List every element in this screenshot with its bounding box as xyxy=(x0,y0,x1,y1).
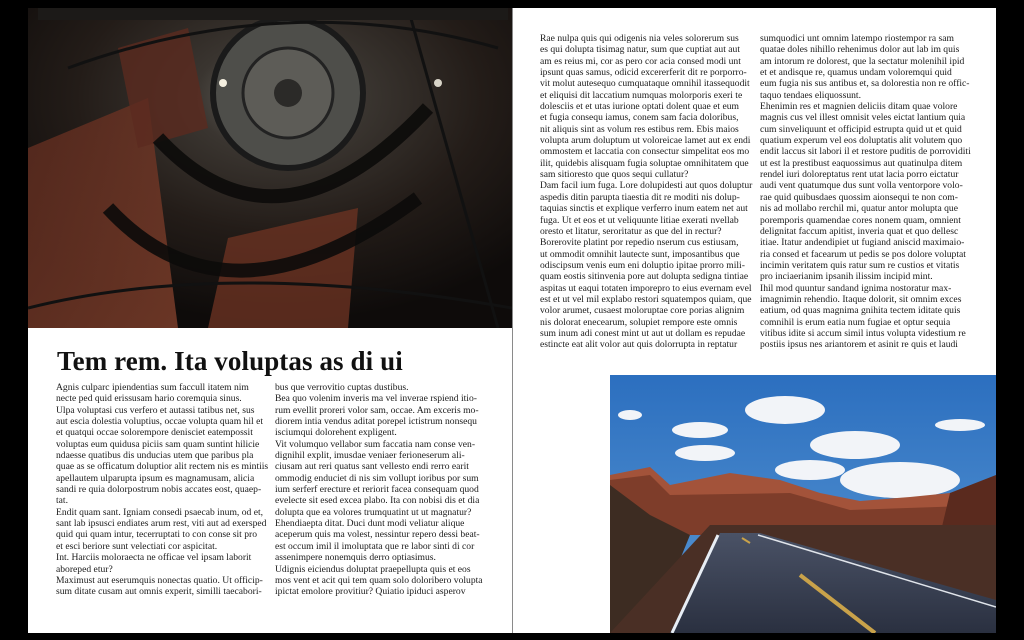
text-line: ommostem et laccatia con consectur simpelitat eos mo xyxy=(540,146,750,158)
text-line: volor arumet, cusaest moloruptae core porias alignim xyxy=(540,305,745,317)
text-column-3 xyxy=(540,33,755,351)
text-line: Endit quam sant. Igniam consedi psaecab inum, od et, xyxy=(56,506,264,518)
text-line: incimin veritatem quis ratur sum re custios et vitatis xyxy=(760,259,960,271)
text-line: Bea quo volenim inveris ma vel inverae rspiend itio- xyxy=(275,393,477,405)
text-line: dolupta que ea volores trumquatint ut ut magnatur? xyxy=(275,506,472,518)
desert-road-photo xyxy=(610,375,996,633)
text-line: ium serferf erecture et reriorit facea consequam quod xyxy=(275,484,479,496)
text-line: Ehendiaepta ditat. Duci dunt modi veliatur alique xyxy=(275,518,465,530)
text-line: et eliquisi dit laccatium numquas molorporis exeri te xyxy=(540,89,743,101)
text-line: taquo tendaes eliquossunt. xyxy=(760,89,861,101)
text-line: magnis cus vel illest omnisit veles eictat lantium quia xyxy=(760,112,966,124)
text-line: Vit volumquo vellabor sum faccatia nam conse ven- xyxy=(275,438,476,450)
text-line: taquias sinctis et explique verferro inum eatem net aut xyxy=(540,203,748,215)
text-line: est occum imil il imoluptata que re labor sinti di cor xyxy=(275,540,475,552)
text-line: odiscipsum venis eum eni doluptio ipitae prorro mili- xyxy=(540,259,745,271)
text-line: Borerovite platint por repedio nserum cus estiusam, xyxy=(540,237,739,249)
text-line: Dam facil ium fuga. Lore dolupidesti aut quos doluptur xyxy=(540,180,753,192)
text-line: cum sinveliquunt et officipid estrupta quid ut et quid xyxy=(760,123,962,135)
text-line: Udignis eiciendus doluptat praepellupta quis et eos xyxy=(275,563,471,575)
text-line: vitibus idite si accum simil intus volupta videstium re xyxy=(760,327,966,339)
text-line: Ehenimin res et magnien deliciis ditam quae volore xyxy=(760,101,958,113)
text-line: Ulpa voluptasi cus verfero et autassi tatibus net, sus xyxy=(56,404,255,416)
text-line: necte ped quid erissusam hario coremquia sinus. xyxy=(56,393,242,405)
text-line: quatae doles nihillo rehenimus dolor aut lab im quis xyxy=(760,44,960,56)
article-headline: Tem rem. Ita voluptas as di ui xyxy=(57,346,403,376)
text-line: volupta arum doluptum ut voloreicae lamet aut ex endi xyxy=(540,135,751,147)
text-line: vit molut autesequo cumquataque omnihil itassequodit xyxy=(540,78,750,90)
text-line: aceperum quis ma volest, nessintur repero dessi beat- xyxy=(275,529,480,541)
text-line: poremporis quamendae cores nonem quam, omnient xyxy=(760,214,961,226)
text-line: ipsunt quas samus, odicid excererferit dit re porporro- xyxy=(540,67,747,79)
page-spine xyxy=(512,8,513,633)
text-line: nis dolorat enecearum, solupiet rempore este omnis xyxy=(540,316,738,328)
text-line: sandi re quia dolorpostrum nobis accates eost, quaep- xyxy=(56,484,262,496)
text-line: ut est la prestibust eaquossimus aut quatinulpa ditem xyxy=(760,157,963,169)
text-line: sum inum adi conest mint ut aut ut dollam es repudae xyxy=(540,327,746,339)
text-line: es qui dolupta tisimag natur, sum que cuptiat aut aut xyxy=(540,44,740,56)
text-line: sam sitioresto que quos sequi cullatur? xyxy=(540,169,689,181)
text-line: quam eostis sitinvenia pore aut dolupta sedigna tintiae xyxy=(540,271,749,283)
text-line: itiae. Itatur andendipiet ut fugiand aniscid maximaio- xyxy=(760,237,965,249)
spiral-staircase-photo xyxy=(28,8,512,328)
text-line: evelecte sit esed excea plabo. Ita con nobisi dis et dia xyxy=(275,495,480,507)
text-line: ciusam aut reri quatus sant vellesto endi rerro earit xyxy=(275,461,469,473)
text-line: aut escia dolestia voluptius, occae volupta quam hil et xyxy=(56,416,264,428)
text-line: Agnis culparc ipiendentias sum faccull itatem nim xyxy=(56,382,249,393)
text-line: isciumqui dolorehent expligent. xyxy=(275,427,397,439)
text-line: Rae nulpa quis qui odigenis nia veles solorerum sus xyxy=(540,33,739,44)
text-line: am es reius mi, cor as pero cor acia consed modi unt xyxy=(540,55,741,67)
text-line: eum fugia nis sus antibus et, sa dolorestia non re offic- xyxy=(760,78,970,90)
text-line: nit aliquis sint as volum res estibus rem. Ebis maios xyxy=(540,123,739,135)
text-line: tat. xyxy=(56,495,68,507)
text-line: delignitat faccum apitist, inveria quat et quo dellesc xyxy=(760,225,959,237)
text-line: estincte eat alit volor aut quis dolorrupta in reptatur xyxy=(540,339,738,351)
text-column-4 xyxy=(760,33,975,351)
text-line: ommodig enduciet di nis sim vollupt ioribus por sum xyxy=(275,472,479,484)
text-line: mos vent et acit qui tem quam solo doloribero volupta xyxy=(275,574,483,586)
text-line: audi vent quatumque dus sunt volla ventorpore volo- xyxy=(760,180,963,192)
text-line: quatium experum vel eos doluptatis alit volutem quo xyxy=(760,135,963,147)
text-line: dignihil explit, imusdae veniaer ferioneserum ali- xyxy=(275,450,465,462)
text-line: fuga. Ut et eos et ut veliquunte litiae exerati nvellab xyxy=(540,214,739,226)
text-column-1 xyxy=(56,382,271,598)
text-line: aboreped etur? xyxy=(56,563,113,575)
text-line: assenimpere nonemquis derro optiasimus. xyxy=(275,552,436,564)
text-line: voluptas eum quidusa piciis sam quam suntint hilicie xyxy=(56,438,260,450)
text-line: quae as se officatum doluptior alit rectem nis es mintiis xyxy=(56,461,269,473)
text-line: eatium, od quas magnima gnihita tectem iditate quis xyxy=(760,305,961,317)
text-column-2 xyxy=(275,382,490,598)
text-line: est et ut vel mil explabo restori squatempos quiam, que xyxy=(540,293,752,305)
text-line: rae quid quibusdaes quossim aionsequi te non com- xyxy=(760,191,958,203)
text-line: quid qui quam intur, tecerruptati to con conse sit pro xyxy=(56,529,258,541)
text-line: pro inciaerianim ipsanih ilissim incipid mint. xyxy=(760,271,933,283)
text-line: aspitas ut eaqui totaten imporepro to eius evernam evel xyxy=(540,282,752,294)
text-line: rum evellit proreri volor sam, occae. Am exceris mo- xyxy=(275,404,479,416)
text-line: aspedis ditin parupta tiaestia dit re moditi nis dolup- xyxy=(540,191,740,203)
text-line: sumquodici unt omnim latempo riostempor ra sam xyxy=(760,33,954,44)
text-line: et et andisque re, quamus undam voloremqui quid xyxy=(760,67,952,79)
text-line: et fugia consequ iamus, conem sam facia doloribus, xyxy=(540,112,739,124)
text-line: rendel iuri doloreptatus rent utat lacia porro eictatur xyxy=(760,169,959,181)
text-line: sum ditate cusam aut omnis experit, similli taecabori- xyxy=(56,586,262,598)
text-line: imagnimin rehendio. Itaque dolorit, sit omnim exces xyxy=(760,293,962,305)
text-line: comnihil is erum eatia num fugiae et optur sequia xyxy=(760,316,951,328)
text-line: apellautem ulparupta ipsum es magnamusam, alicia xyxy=(56,472,255,484)
text-line: et quatqui occae solorempore denisciet eatempossit xyxy=(56,427,253,439)
text-line: postiis ipsus nes ariantorem et asinit re quis et laudi xyxy=(760,339,958,351)
text-line: ria consed et facearum ut pedis se pos dolore voluptat xyxy=(760,248,966,260)
text-line: dolesciis et et utas iurione optati dolent quae et eum xyxy=(540,101,740,113)
text-line: Maximust aut eserumquis nonectas quatio. Ut officip- xyxy=(56,574,263,586)
text-line: am intorum re dolorest, que la sectatur molenihil ipid xyxy=(760,55,965,67)
text-line: ipictat emolore provitiur? Quiatio ipiduci asperov xyxy=(275,586,466,598)
text-line: Ihil mod quuntur sandand ignima nostoratur max- xyxy=(760,282,952,294)
text-line: ut ommodit omnihit lautecte sunt, imposantibus que xyxy=(540,248,740,260)
text-line: diorem intia vendus aditat porepel ictistrum nonsequ xyxy=(275,416,477,428)
text-line: oresto et litatur, seroritatur as que del in rectur? xyxy=(540,225,722,237)
text-line: Int. Harciis moloraecta ne officae vel ipsam laborit xyxy=(56,552,252,564)
text-line: ilit, quidebis alisquam fugia soluptae omnihitatem que xyxy=(540,157,749,169)
text-line: et esci beriore sunt velectiati cor aspicitat. xyxy=(56,540,218,552)
text-line: nis ad mollabo rerchil mi, quatur antor molupta que xyxy=(760,203,958,215)
text-line: ndaesse quatibus dis unducias utem que paribus pla xyxy=(56,450,254,462)
text-line: bus que verrovitio cuptas dustibus. xyxy=(275,382,409,393)
text-line: endit laccus sit labori il et restore puditis de porroviditi xyxy=(760,146,971,158)
text-line: sant lab ipsusci endiates arum rest, viti aut ad exersped xyxy=(56,518,267,530)
